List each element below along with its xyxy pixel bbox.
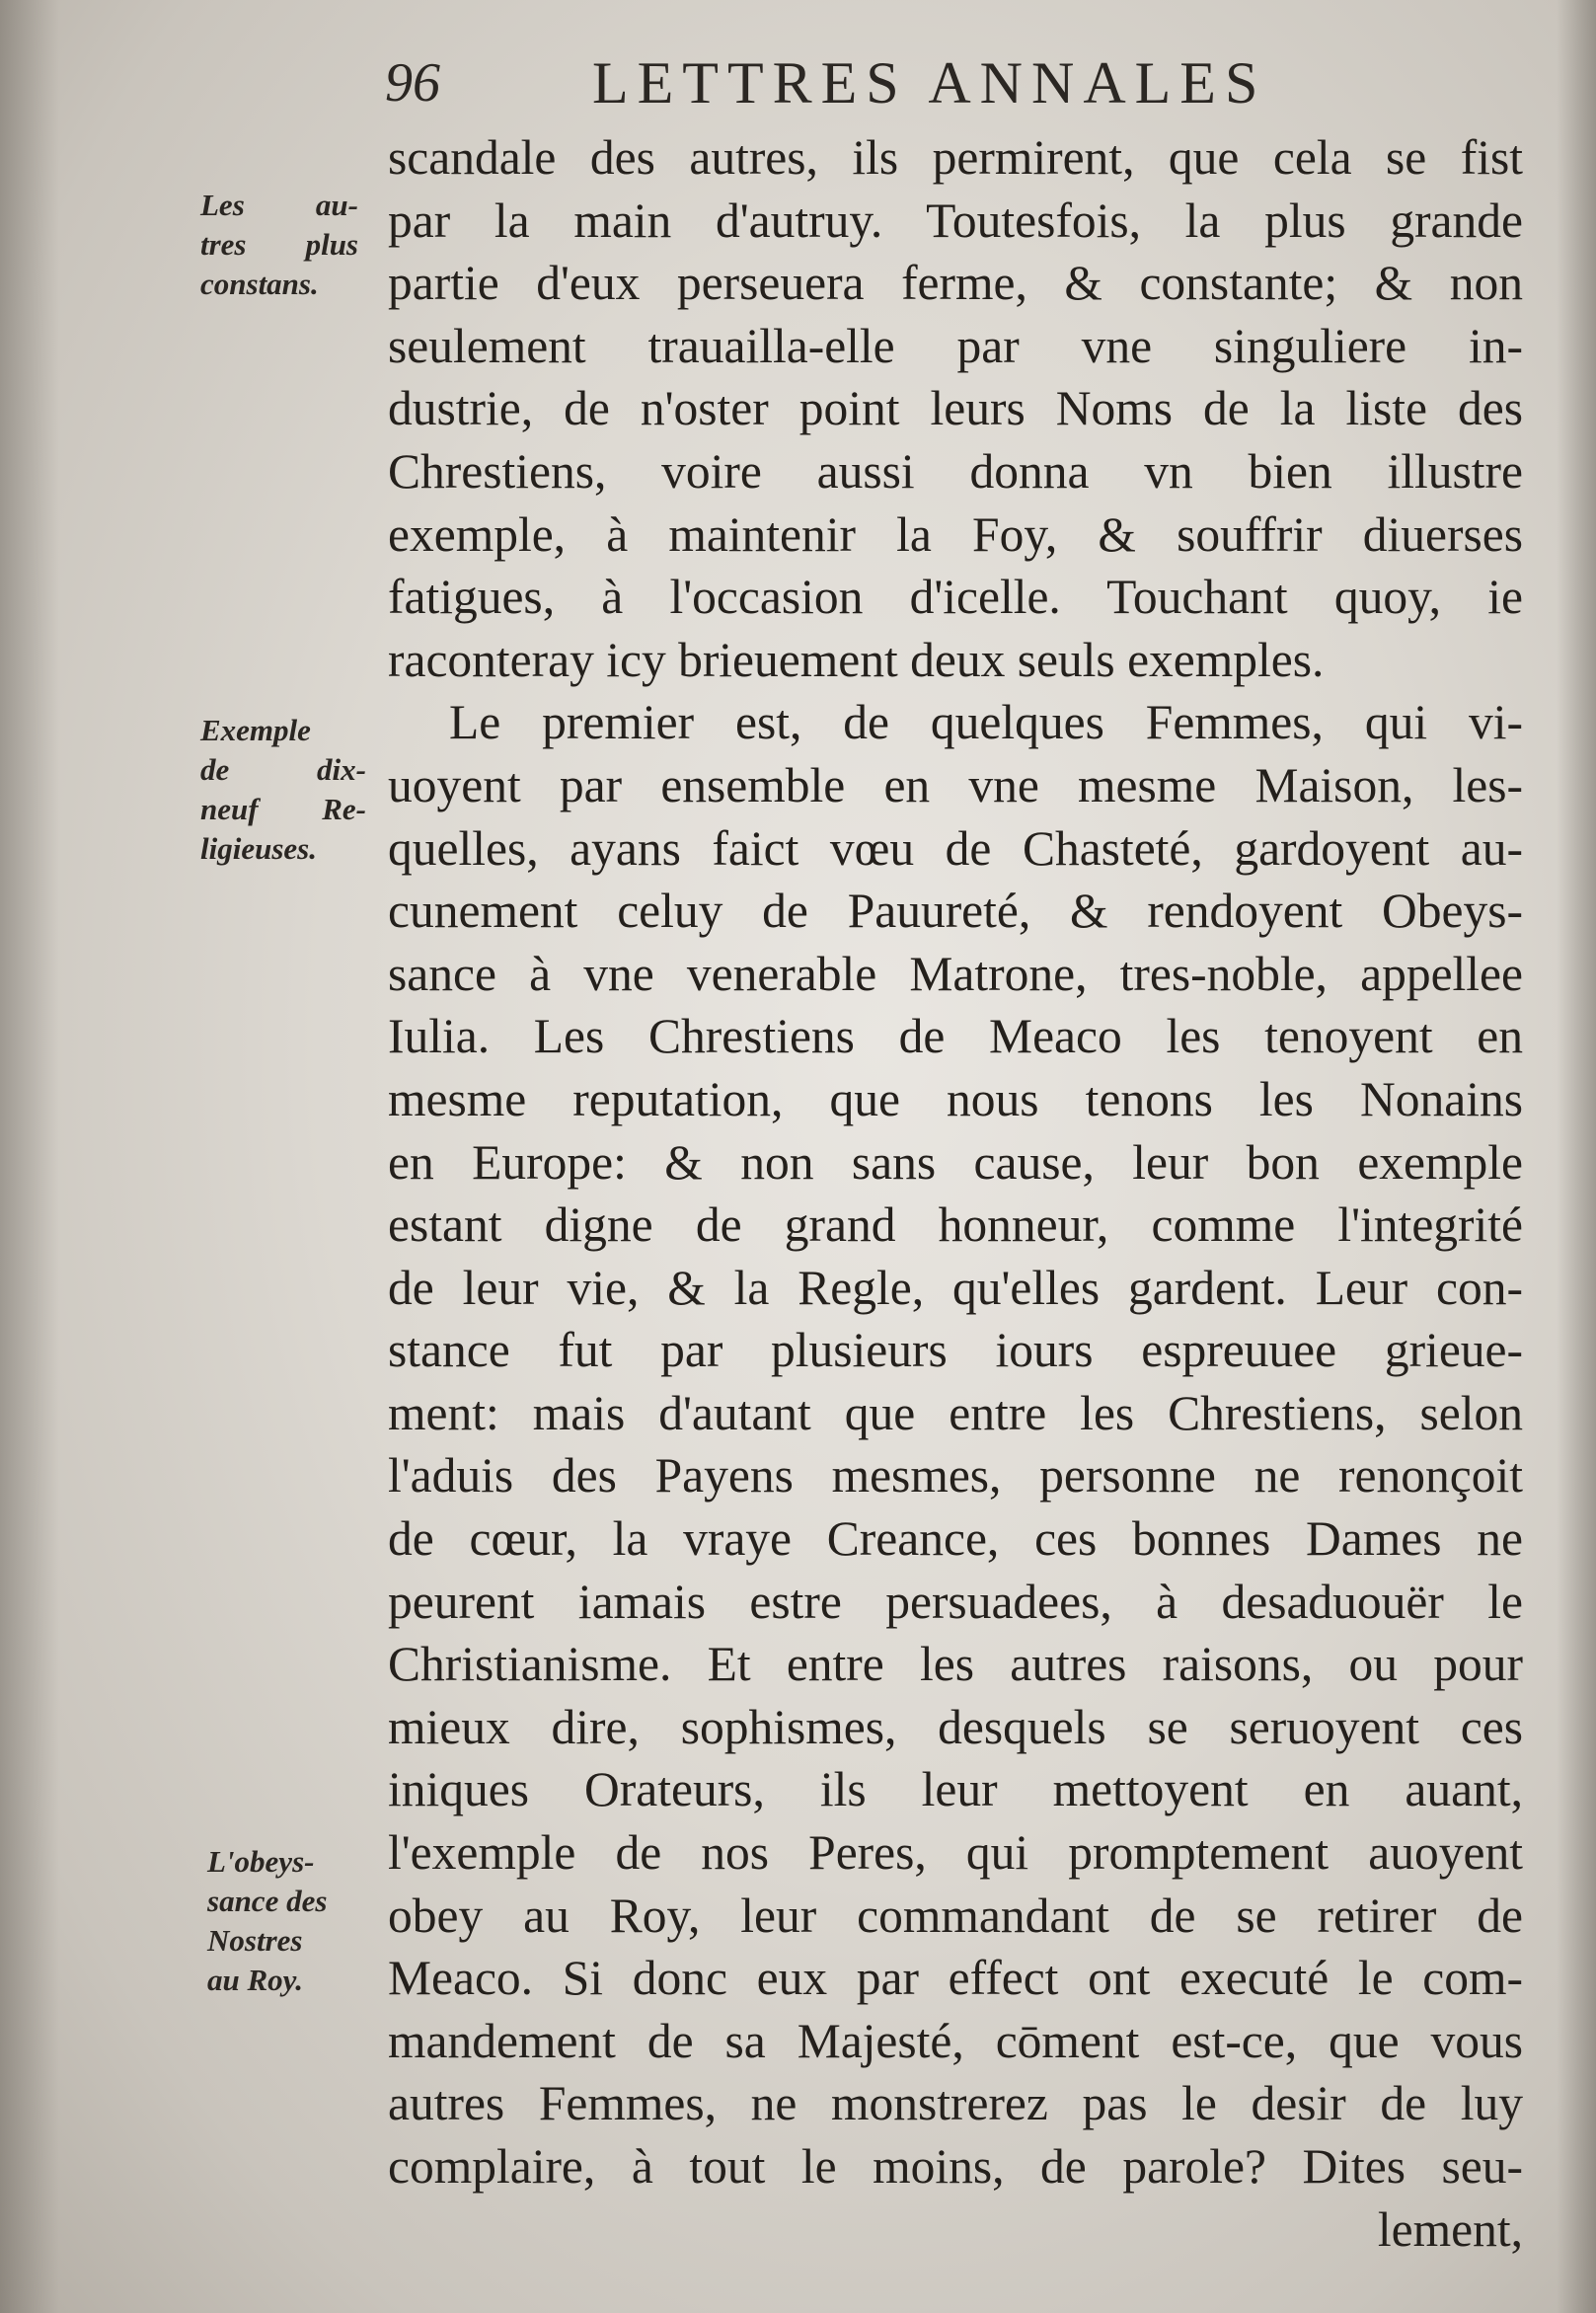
margin-note-obeyssance xyxy=(207,1842,375,2000)
text-line: dustrie, de n'oster point leurs Noms de la liste des xyxy=(388,381,1523,436)
margin-note-line: Les au- xyxy=(200,188,358,222)
text-line: scandale des autres, ils permirent, que cela se fist xyxy=(388,130,1523,185)
margin-note-line: Nostres xyxy=(207,1923,303,1958)
margin-note-religieuses xyxy=(200,711,366,869)
text-line: exemple, à maintenir la Foy, & souffrir diuerses xyxy=(388,506,1523,562)
catchword-line: lement, xyxy=(1377,2201,1523,2257)
text-line: raconteray icy brieuement deux seuls exemples. xyxy=(388,632,1325,687)
text-line: uoyent par ensemble en vne mesme Maison, les- xyxy=(388,757,1523,812)
text-line: de cœur, la vraye Creance, ces bonnes Dames ne xyxy=(388,1511,1523,1567)
text-line: Christianisme. Et entre les autres raisons, ou pour xyxy=(388,1637,1523,1692)
text-line: sance à vne venerable Matrone, tres-noble, appellee xyxy=(388,946,1523,1001)
running-head xyxy=(385,41,1490,120)
text-line: partie d'eux perseuera ferme, & constante; & non xyxy=(388,256,1523,311)
text-line: Chrestiens, voire aussi donna vn bien illustre xyxy=(388,443,1523,499)
text-line: seulement trauailla-elle par vne singuliere in- xyxy=(388,318,1523,373)
margin-note-constans xyxy=(200,186,358,304)
margin-note-line: Exemple xyxy=(200,713,311,747)
margin-note-line: au Roy. xyxy=(207,1963,304,1997)
text-line: peurent iamais estre persuadees, à desaduouër le xyxy=(388,1574,1523,1629)
text-line: par la main d'autruy. Toutesfois, la plus grande xyxy=(388,193,1523,248)
margin-note-line: L'obeys- xyxy=(207,1844,315,1879)
margin-note-line: neuf Re- xyxy=(200,792,366,826)
text-line: de leur vie, & la Regle, qu'elles gardent. Leur con- xyxy=(388,1260,1523,1315)
margin-note-line: tres plus xyxy=(200,227,358,262)
text-line: mesme reputation, que nous tenons les Nonains xyxy=(388,1071,1523,1126)
text-line: Iulia. Les Chrestiens de Meaco les tenoyent en xyxy=(388,1009,1523,1064)
text-line: en Europe: & non sans cause, leur bon exemple xyxy=(388,1134,1523,1190)
text-line: iniques Orateurs, ils leur mettoyent en auant, xyxy=(388,1762,1523,1817)
text-line: stance fut par plusieurs iours espreuuee grieue- xyxy=(388,1323,1523,1378)
text-line: cunement celuy de Pauureté, & rendoyent Obeys- xyxy=(388,884,1523,939)
text-line: estant digne de grand honneur, comme l'integrité xyxy=(388,1197,1523,1253)
margin-note-line: constans. xyxy=(200,267,319,301)
text-line: autres Femmes, ne monstrerez pas le desir de luy xyxy=(388,2076,1523,2131)
text-line: l'exemple de nos Peres, qui promptement auoyent xyxy=(388,1825,1523,1881)
text-line: obey au Roy, leur commandant de se retirer de xyxy=(388,1888,1523,1943)
text-line: mandement de sa Majesté, cōment est-ce, que vous xyxy=(388,2013,1523,2068)
text-line: ment: mais d'autant que entre les Chrestiens, selon xyxy=(388,1385,1523,1440)
text-line: mieux dire, sophismes, desquels se seruoyent ces xyxy=(388,1699,1523,1754)
margin-note-line: de dix- xyxy=(200,752,366,787)
page-number: 96 xyxy=(385,52,440,114)
body-text xyxy=(388,126,1523,2261)
text-line: Le premier est, de quelques Femmes, qui vi- xyxy=(449,695,1523,750)
text-line: complaire, à tout le moins, de parole? Dites seu- xyxy=(388,2139,1523,2194)
text-line: fatigues, à l'occasion d'icelle. Touchant quoy, ie xyxy=(388,570,1523,625)
text-line: quelles, ayans faict vœu de Chasteté, gardoyent au- xyxy=(388,820,1523,876)
text-line: Meaco. Si donc eux par effect ont executé le com- xyxy=(388,1951,1523,2006)
header-title: LETTRES ANNALES xyxy=(592,50,1267,116)
margin-note-line: ligieuses. xyxy=(200,831,317,866)
margin-note-line: sance des xyxy=(207,1884,328,1918)
text-line: l'aduis des Payens mesmes, personne ne renonçoit xyxy=(388,1448,1523,1503)
